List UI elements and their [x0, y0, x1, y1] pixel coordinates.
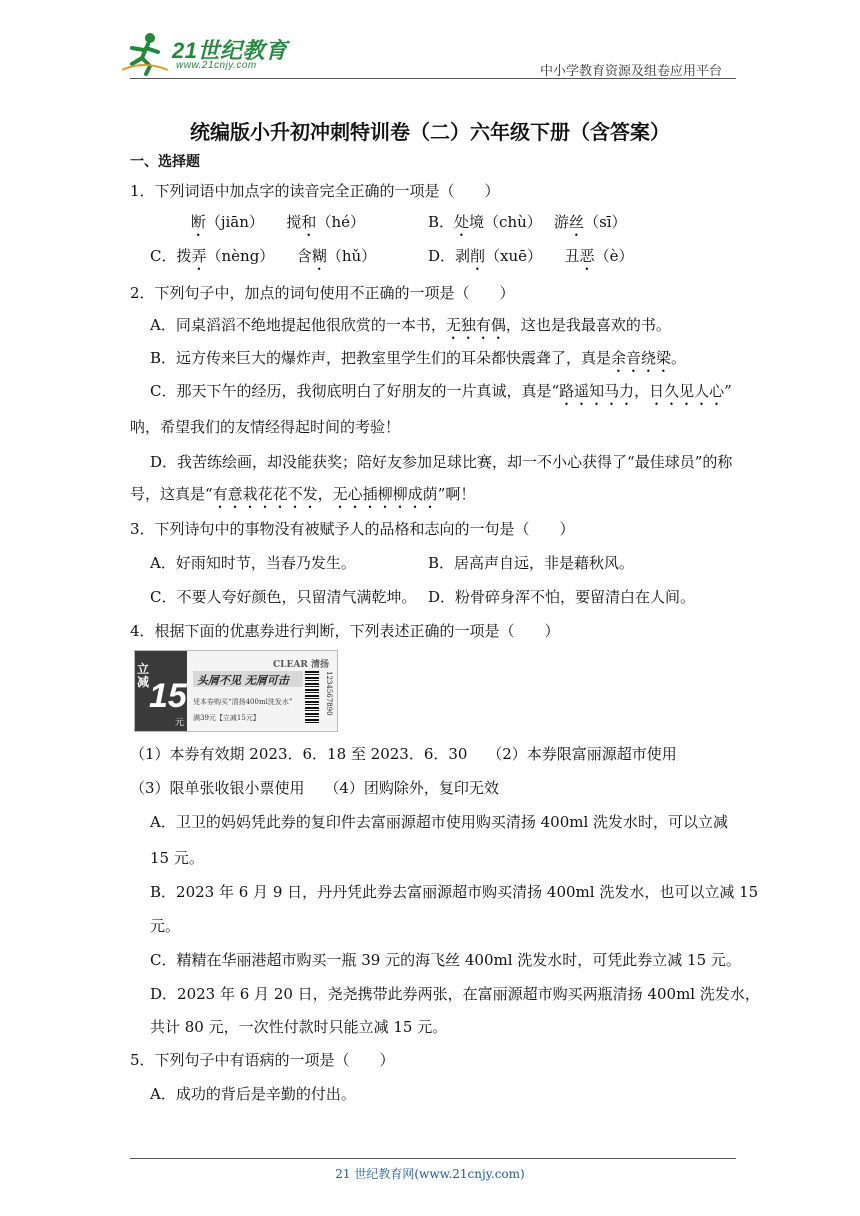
- q1-d-dot2: 恶: [579, 247, 595, 265]
- q1-a-dot2: 和: [301, 213, 317, 231]
- q2-option-a[interactable]: [150, 314, 671, 343]
- q4-option-a[interactable]: A．卫卫的妈妈凭此券的复印件去富丽源超市使用购买清扬 400ml 洗发水时，可以立减: [150, 813, 729, 831]
- q2-c-pre: C．那天下午的经历，我彻底明白了好朋友的一片真诚，真是“: [150, 382, 560, 400]
- logo-name: 21世纪教育: [172, 38, 288, 63]
- q5-option-a[interactable]: A．成功的背后是辛勤的付出。: [150, 1085, 356, 1103]
- q4-option-d[interactable]: D．2023 年 6 月 20 日，尧尧携带此券两张，在富丽源超市购买两瓶清扬 400ml 洗发水，: [150, 985, 760, 1003]
- coupon-condition: 满39元【立减15元】: [193, 714, 260, 722]
- q1-c-dot1: 弄: [191, 247, 207, 265]
- q1-a-mid: （jiān） 搅: [205, 213, 302, 231]
- q1-d-dot1: 削: [470, 247, 486, 265]
- section-heading: 一、选择题: [130, 154, 200, 170]
- q2-option-c-cont: 呐，希望我们的友情经得起时间的考验！: [130, 418, 401, 436]
- q2-a-dot: 无独有偶: [445, 316, 506, 334]
- logo-url: www.21cnjy.com: [176, 60, 257, 71]
- q2-a-pre: A．同桌滔滔不绝地提起他很欣赏的一本书，: [150, 316, 446, 334]
- q1-b-mid: 境（chù） 游: [469, 213, 570, 231]
- coupon-image: [134, 650, 338, 732]
- q1-a-dot1: 断: [190, 213, 206, 231]
- q4-option-b-cont: 元。: [150, 917, 181, 935]
- q2-d-post: ”啊！: [437, 485, 476, 503]
- q2-option-d-cont: [130, 483, 475, 512]
- q1-stem: 1．下列词语中加点字的读音完全正确的一项是（ ）: [130, 182, 500, 200]
- coupon-slogan: 头屑不见 无屑可击: [197, 674, 289, 687]
- q1-b-dot2: 丝: [569, 213, 585, 231]
- q2-option-c[interactable]: [150, 380, 732, 409]
- q1-b-dot1: 处: [454, 213, 470, 231]
- q1-option-a-full: [150, 211, 365, 240]
- coupon-unit: 元: [175, 718, 185, 728]
- q1-b-post: （sī）: [584, 213, 627, 231]
- q3-option-c[interactable]: C．不要人夸好颜色，只留清气满乾坤。: [150, 588, 417, 606]
- q1-c-dot2: 糊: [311, 247, 327, 265]
- q2-b-post: 。: [671, 349, 687, 367]
- q1-a-post: （hé）: [316, 213, 365, 231]
- logo: [120, 30, 290, 76]
- page-title: 统编版小升初冲刺特训卷（二）六年级下册（含答案）: [190, 120, 670, 144]
- header-platform: 中小学教育资源及组卷应用平台: [539, 64, 722, 79]
- q4-note-1: （1）本券有效期 2023．6．18 至 2023．6．30 （2）本券限富丽源超市使用: [130, 745, 677, 763]
- footer-divider: [130, 1158, 736, 1159]
- q1-d-post: （è）: [594, 247, 634, 265]
- coupon-desc: 凭本券购买“清扬400ml洗发水”: [193, 698, 293, 706]
- q3-option-a[interactable]: A．好雨知时节，当春乃发生。: [150, 554, 356, 572]
- q1-option-c[interactable]: C．拨弄（nèng） 含糊（hǔ）: [150, 247, 377, 265]
- q3-stem: 3．下列诗句中的事物没有被赋予人的品格和志向的一句是（ ）: [130, 520, 575, 538]
- q4-note-2: （3）限单张收银小票使用 （4）团购除外，复印无效: [130, 779, 499, 797]
- q4-stem: 4．根据下面的优惠券进行判断，下列表述正确的一项是（ ）: [130, 622, 560, 640]
- coupon-barcode-number: 1234567890: [325, 671, 333, 716]
- coupon-amount: 15: [149, 677, 187, 715]
- q5-stem: 5．下列句子中有语病的一项是（ ）: [130, 1051, 395, 1069]
- q1-d-mid: （xuē） 丑: [485, 247, 580, 265]
- q2-b-dot: 余音绕梁: [611, 349, 672, 367]
- coupon-vertical-label: 立减: [137, 662, 150, 689]
- runner-logo-icon: [120, 30, 170, 76]
- q3-option-d[interactable]: D．粉骨碎身浑不怕，要留清白在人间。: [428, 588, 696, 606]
- q1-c-mid: （nèng） 含: [206, 247, 312, 265]
- q2-stem: 2．下列句子中，加点的词句使用不正确的一项是（ ）: [130, 284, 515, 302]
- q1-option-d[interactable]: D．剥削（xuē） 丑恶（è）: [428, 247, 634, 265]
- q4-option-c[interactable]: C．精精在华丽港超市购买一瓶 39 元的海飞丝 400ml 洗发水时，可凭此券立减 15 元。: [150, 951, 741, 969]
- q2-b-pre: B．远方传来巨大的爆炸声，把教室里学生们的耳朵都快震聋了，真是: [150, 349, 612, 367]
- q2-d-dot: 有意栽花花不发，无心插柳柳成荫: [212, 485, 438, 503]
- q4-option-a-cont: 15 元。: [150, 849, 204, 867]
- header-divider: [130, 78, 736, 79]
- q3-option-b[interactable]: B．居高声自远，非是藉秋风。: [428, 554, 635, 572]
- q4-option-d-cont: 共计 80 元，一次性付款时只能立减 15 元。: [150, 1018, 448, 1036]
- q2-option-d[interactable]: D．我苦练绘画，却没能获奖；陪好友参加足球比赛，却一不小心获得了“最佳球员”的称: [150, 453, 733, 471]
- q1-option-b[interactable]: B．处境（chù） 游丝（sī）: [428, 213, 627, 231]
- footer-text[interactable]: 21 世纪教育网(www.21cnjy.com): [335, 1167, 525, 1181]
- q2-c-dot: 路遥知马力，日久见人心: [559, 382, 725, 400]
- q2-a-post: ，这也是我最喜欢的书。: [505, 316, 671, 334]
- q2-c-post: ”: [724, 382, 732, 400]
- coupon-barcode: [305, 671, 319, 725]
- q1-c-post: （hǔ）: [326, 247, 377, 265]
- q4-option-b[interactable]: B．2023 年 6 月 9 日，丹丹凭此券去富丽源超市购买清扬 400ml 洗发水，也可以立减 15: [150, 883, 759, 901]
- q2-option-b[interactable]: [150, 347, 686, 376]
- q2-d-pre: 号，这真是“: [130, 485, 213, 503]
- coupon-brand: CLEAR 清扬: [273, 660, 329, 670]
